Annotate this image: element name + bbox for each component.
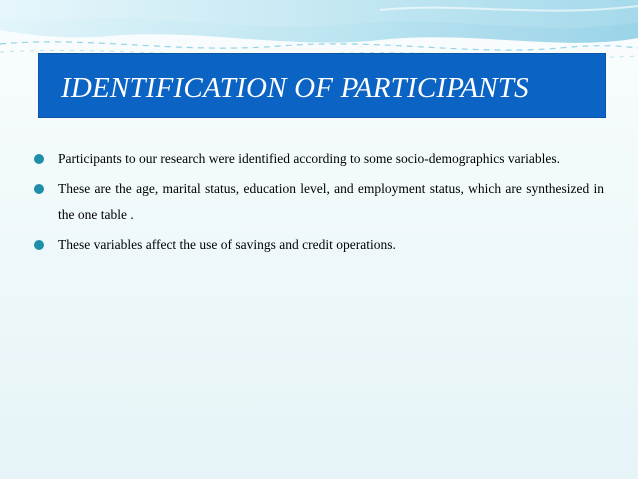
title-banner: [38, 53, 606, 118]
bullet-text: These are the age, marital status, education level, and employment status, which are synthesized in the one table .: [58, 181, 604, 222]
bullet-text: Participants to our research were identified according to some socio-demographics variables.: [58, 151, 560, 166]
bullet-icon: [34, 240, 44, 250]
bullet-icon: [34, 154, 44, 164]
bullet-item: [34, 232, 604, 258]
bullet-text: These variables affect the use of savings and credit operations.: [58, 237, 396, 252]
slide-title: IDENTIFICATION OF PARTICIPANTS: [61, 72, 529, 104]
bullet-item: [34, 146, 604, 172]
bullet-item: [34, 176, 604, 228]
bullet-list: [34, 146, 604, 262]
bullet-icon: [34, 184, 44, 194]
